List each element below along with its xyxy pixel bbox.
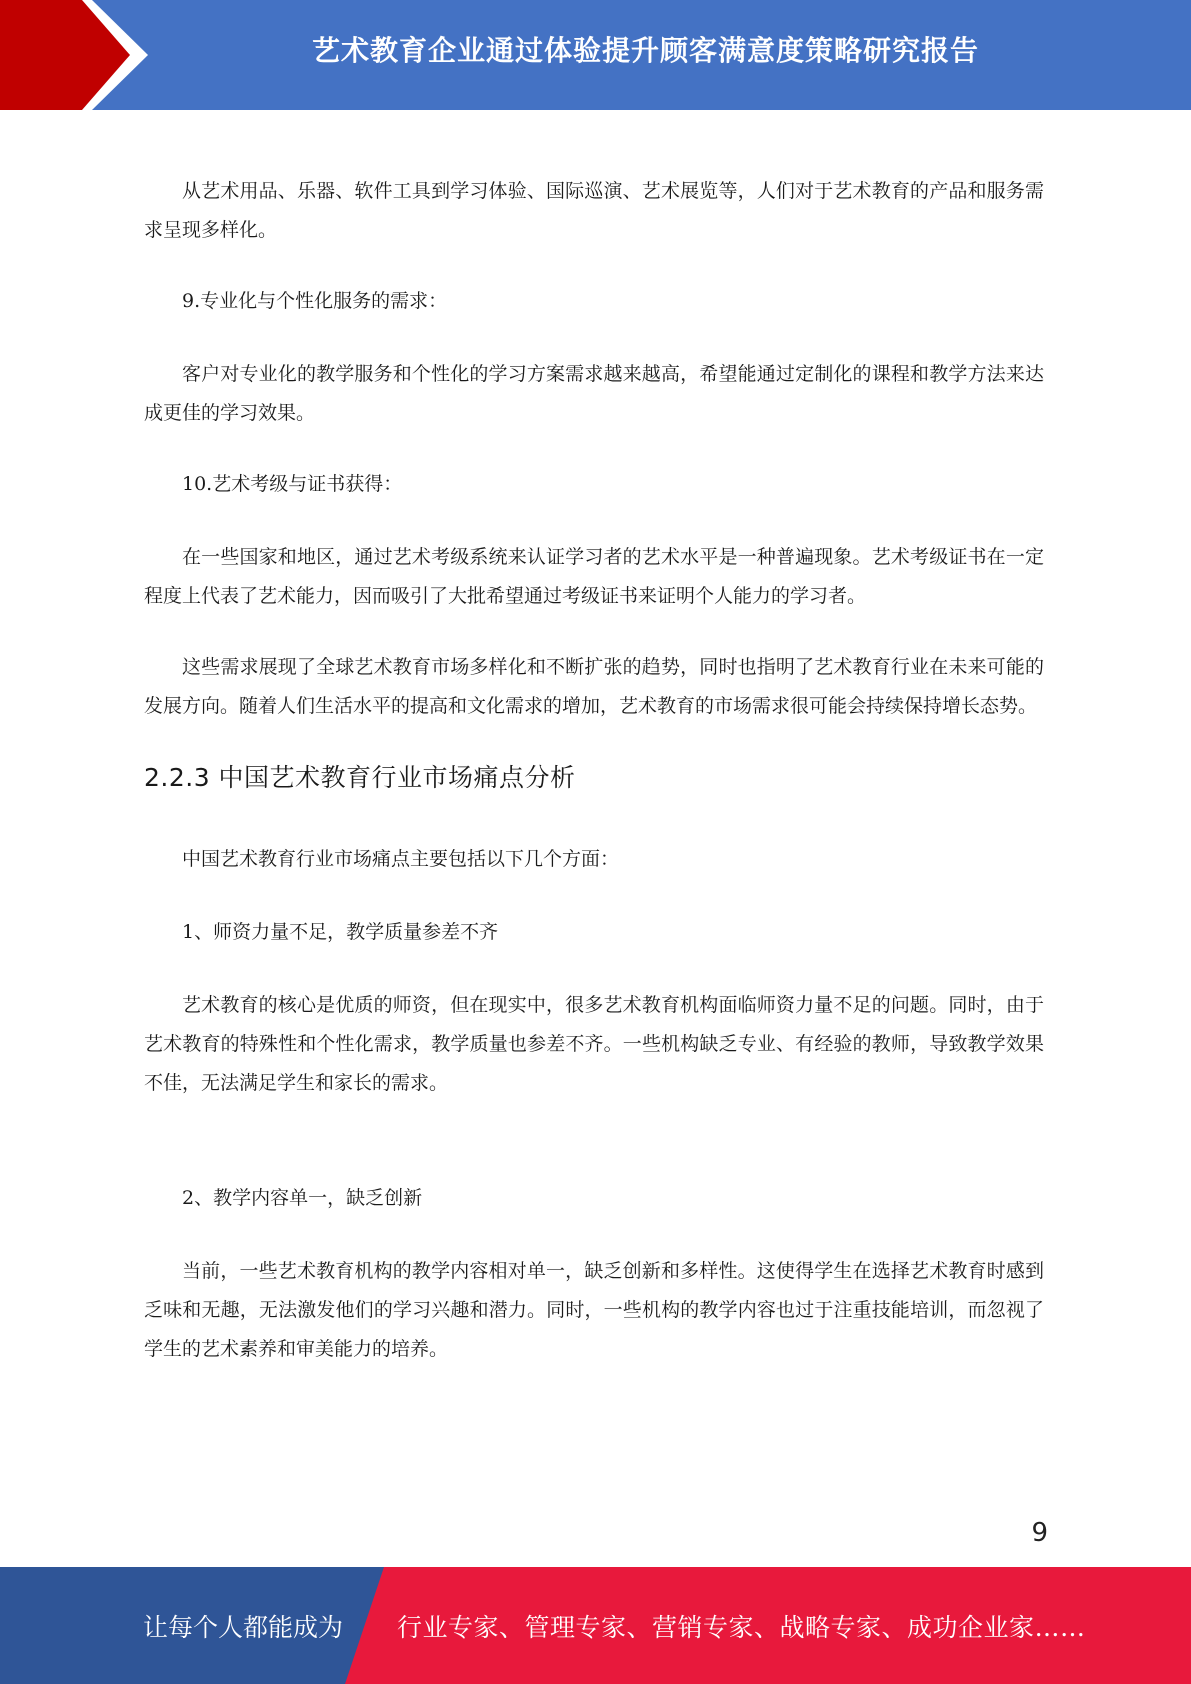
report-title: 艺术教育企业通过体验提升顾客满意度策略研究报告 <box>311 34 979 67</box>
section-heading: 2.2.3 中国艺术教育行业市场痛点分析 <box>144 763 576 792</box>
spacer <box>144 1135 1044 1179</box>
page-header <box>0 0 1191 110</box>
header-arrow-accent <box>0 0 160 110</box>
paragraph-teacher-shortage: 艺术教育的核心是优质的师资，但在现实中，很多艺术教育机构面临师资力量不足的问题。同时，由于艺术教育的特殊性和个性化需求，教学质量也参差不齐。一些机构缺乏专业、有经验的教师，导致教学效果不佳，无法满足学生和家长的需求。 <box>144 994 1044 1094</box>
pain-point-1-label: 1、师资力量不足，教学质量参差不齐 <box>182 921 499 943</box>
paragraph-content-monotony: 当前，一些艺术教育机构的教学内容相对单一，缺乏创新和多样性。这使得学生在选择艺术教育时感到乏味和无趣，无法激发他们的学习兴趣和潜力。同时，一些机构的教学内容也过于注重技能培训，而忽视了学生的艺术素养和审美能力的培养。 <box>144 1260 1044 1360</box>
paragraph-diversified-demand: 从艺术用品、乐器、软件工具到学习体验、国际巡演、艺术展览等，人们对于艺术教育的产品和服务需求呈现多样化。 <box>144 180 1044 241</box>
paragraph-personalized-service: 客户对专业化的教学服务和个性化的学习方案需求越来越高，希望能通过定制化的课程和教学方法来达成更佳的学习效果。 <box>144 363 1044 424</box>
paragraph-art-exam: 在一些国家和地区，通过艺术考级系统来认证学习者的艺术水平是一种普遍现象。艺术考级证书在一定程度上代表了艺术能力，因而吸引了大批希望通过考级证书来证明个人能力的学习者。 <box>144 546 1044 607</box>
page-footer <box>0 1567 1191 1684</box>
document-body <box>144 172 1044 1401</box>
paragraph-market-trend: 这些需求展现了全球艺术教育市场多样化和不断扩张的趋势，同时也指明了艺术教育行业在未来可能的发展方向。随着人们生活水平的提高和文化需求的增加，艺术教育的市场需求很可能会持续保持增长态势。 <box>144 656 1044 717</box>
footer-slogan-left: 让每个人都能成为 <box>143 1612 344 1642</box>
pain-point-2-label: 2、教学内容单一，缺乏创新 <box>182 1187 423 1209</box>
paragraph-pain-points-intro: 中国艺术教育行业市场痛点主要包括以下几个方面： <box>182 848 620 870</box>
item-9-label: 9.专业化与个性化服务的需求： <box>182 290 448 312</box>
footer-slogan-right: 行业专家、管理专家、营销专家、战略专家、成功企业家…… <box>397 1612 1086 1642</box>
page-number: 9 <box>1031 1518 1048 1548</box>
item-10-label: 10.艺术考级与证书获得： <box>182 473 403 495</box>
